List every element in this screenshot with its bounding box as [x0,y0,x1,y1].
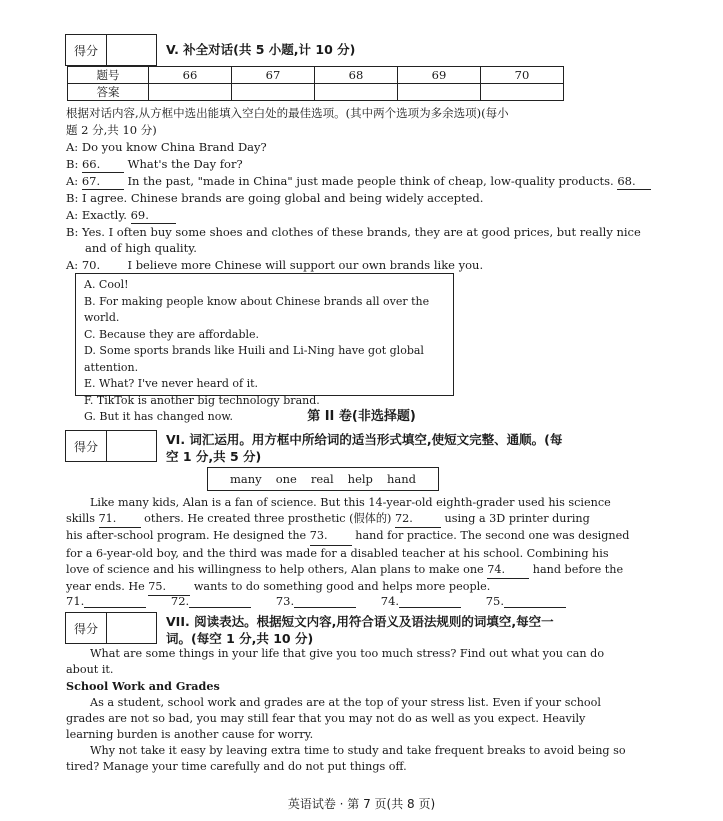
passage-6: Like many kids, Alan is a fan of science. But this 14-year-old eighth-grader used his science skills 71. others. He created three prosthetic (假体的) 72. using a 3D printer during his after-school program. He designed the 73. hand for practice. The second one was designed for a 6-year-old boy, and the third was made for a disabled teacher at his school. Combining his love of science and his willingness to help others, Alan plans to make one 74. hand before the year ends. He 75. wants to do something good and helps more people. [66,495,566,596]
section-5-title: V. 补全对话(共 5 小题,计 10 分) [166,42,356,57]
table-number: 68 [315,67,398,84]
score-label: 得分 [66,613,107,643]
option-g: G. But it has changed now. [84,410,233,423]
word: hand [386,472,416,486]
score-box-6 [65,430,157,462]
dialogue-line: A: 70. I believe more Chinese will support our own brands like you. [66,258,484,272]
blank-75[interactable]: 75. [148,579,190,596]
word-box [207,467,439,491]
table-number: 69 [398,67,481,84]
answer-cell[interactable] [398,84,481,101]
option-f: F. TikTok is another big technology brand. [84,393,320,407]
answer-blank-71[interactable] [84,594,146,608]
section-6-title: VI. 词汇运用。用方框中所给词的适当形式填空,使短文完整、通顺。(每 [166,432,563,447]
score-label: 得分 [66,431,107,461]
blank-73[interactable]: 73. [310,528,352,545]
word: real [310,472,334,486]
dialogue-line: and of high quality. [85,241,197,255]
blank-70[interactable]: 70. [82,257,124,274]
passage-heading: School Work and Grades [66,679,220,694]
score-blank[interactable] [107,613,155,643]
answer-blank-73[interactable] [294,594,356,608]
page-footer: 英语试卷 · 第 7 页(共 8 页) [287,797,436,811]
score-label: 得分 [66,35,107,65]
answer-table [67,66,564,101]
passage-7: What are some things in your life that give you too much stress? Find out what you can do about it. School Work and Grades As a student, school work and grades are at the top of your stress list. Even if your school grades are not so bad, you may still fear that you may not do as well as you expect. Heavily learning burden is another cause for worry. Why not take it easy by leaving extra time to study and take frequent breaks to avoid being so tired? Manage your time carefully and do not put things off. [66,647,626,774]
section-6-title-cont: 空 1 分,共 5 分) [166,449,262,464]
option-b: B. For making people know about Chinese brands all over the world. [84,294,430,324]
table-number: 70 [481,67,564,84]
blank-69[interactable]: 69. [131,207,176,224]
score-blank[interactable] [107,431,155,461]
section-7-title: VII. 阅读表达。根据短文内容,用符合语义及语法规则的词填空,每空一 [166,614,554,629]
dialogue-line: A: Exactly. 69. [66,207,176,224]
word: help [347,472,373,486]
table-number: 67 [232,67,315,84]
option-d: D. Some sports brands like Huili and Li-Ning have got global attention. [84,344,424,374]
blank-66[interactable]: 66. [82,156,124,173]
answer-blank-74[interactable] [399,594,461,608]
blank-72[interactable]: 72. [395,511,441,528]
instructions-5-cont: 题 2 分,共 10 分) [66,123,157,137]
option-a: A. Cool! [84,278,129,291]
section-7-title-cont: 词。(每空 1 分,共 10 分) [166,631,314,646]
part-2-title: 第 II 卷(非选择题) [307,409,416,424]
option-c: C. Because they are affordable. [84,327,260,341]
answer-cell[interactable] [481,84,564,101]
option-e: E. What? I've never heard of it. [84,377,259,390]
score-box-7 [65,612,157,644]
word: one [275,472,297,486]
blank-68[interactable]: 68. [617,173,651,190]
answer-cell[interactable] [315,84,398,101]
dialogue-line: B: 66. What's the Day for? [66,157,243,171]
answer-cell[interactable] [232,84,315,101]
table-header-number: 题号 [68,67,149,84]
answer-blank-75[interactable] [504,594,566,608]
blank-71[interactable]: 71. [99,511,141,528]
word: many [230,472,262,486]
score-blank[interactable] [107,35,155,65]
table-number: 66 [149,67,232,84]
answer-blank-72[interactable] [189,594,251,608]
dialogue-line: A: Do you know China Brand Day? [66,140,267,154]
dialogue-line: A: 67. In the past, "made in China" just made people think of cheap, low-quality products. 68. [66,173,651,190]
blank-67[interactable]: 67. [82,173,124,190]
table-header-answer: 答案 [68,84,149,101]
instructions-5: 根据对话内容,从方框中选出能填入空白处的最佳选项。(其中两个选项为多余选项)(每小 [66,106,509,120]
dialogue-line: B: Yes. I often buy some shoes and clothes of these brands, they are at good prices, but really nice [66,225,641,239]
answer-cell[interactable] [149,84,232,101]
blank-74[interactable]: 74. [487,562,529,579]
score-box-5 [65,34,157,66]
answer-line-6: 71. 72. 73. 74. 75. [66,594,566,608]
dialogue-line: B: I agree. Chinese brands are going global and being widely accepted. [66,191,484,205]
